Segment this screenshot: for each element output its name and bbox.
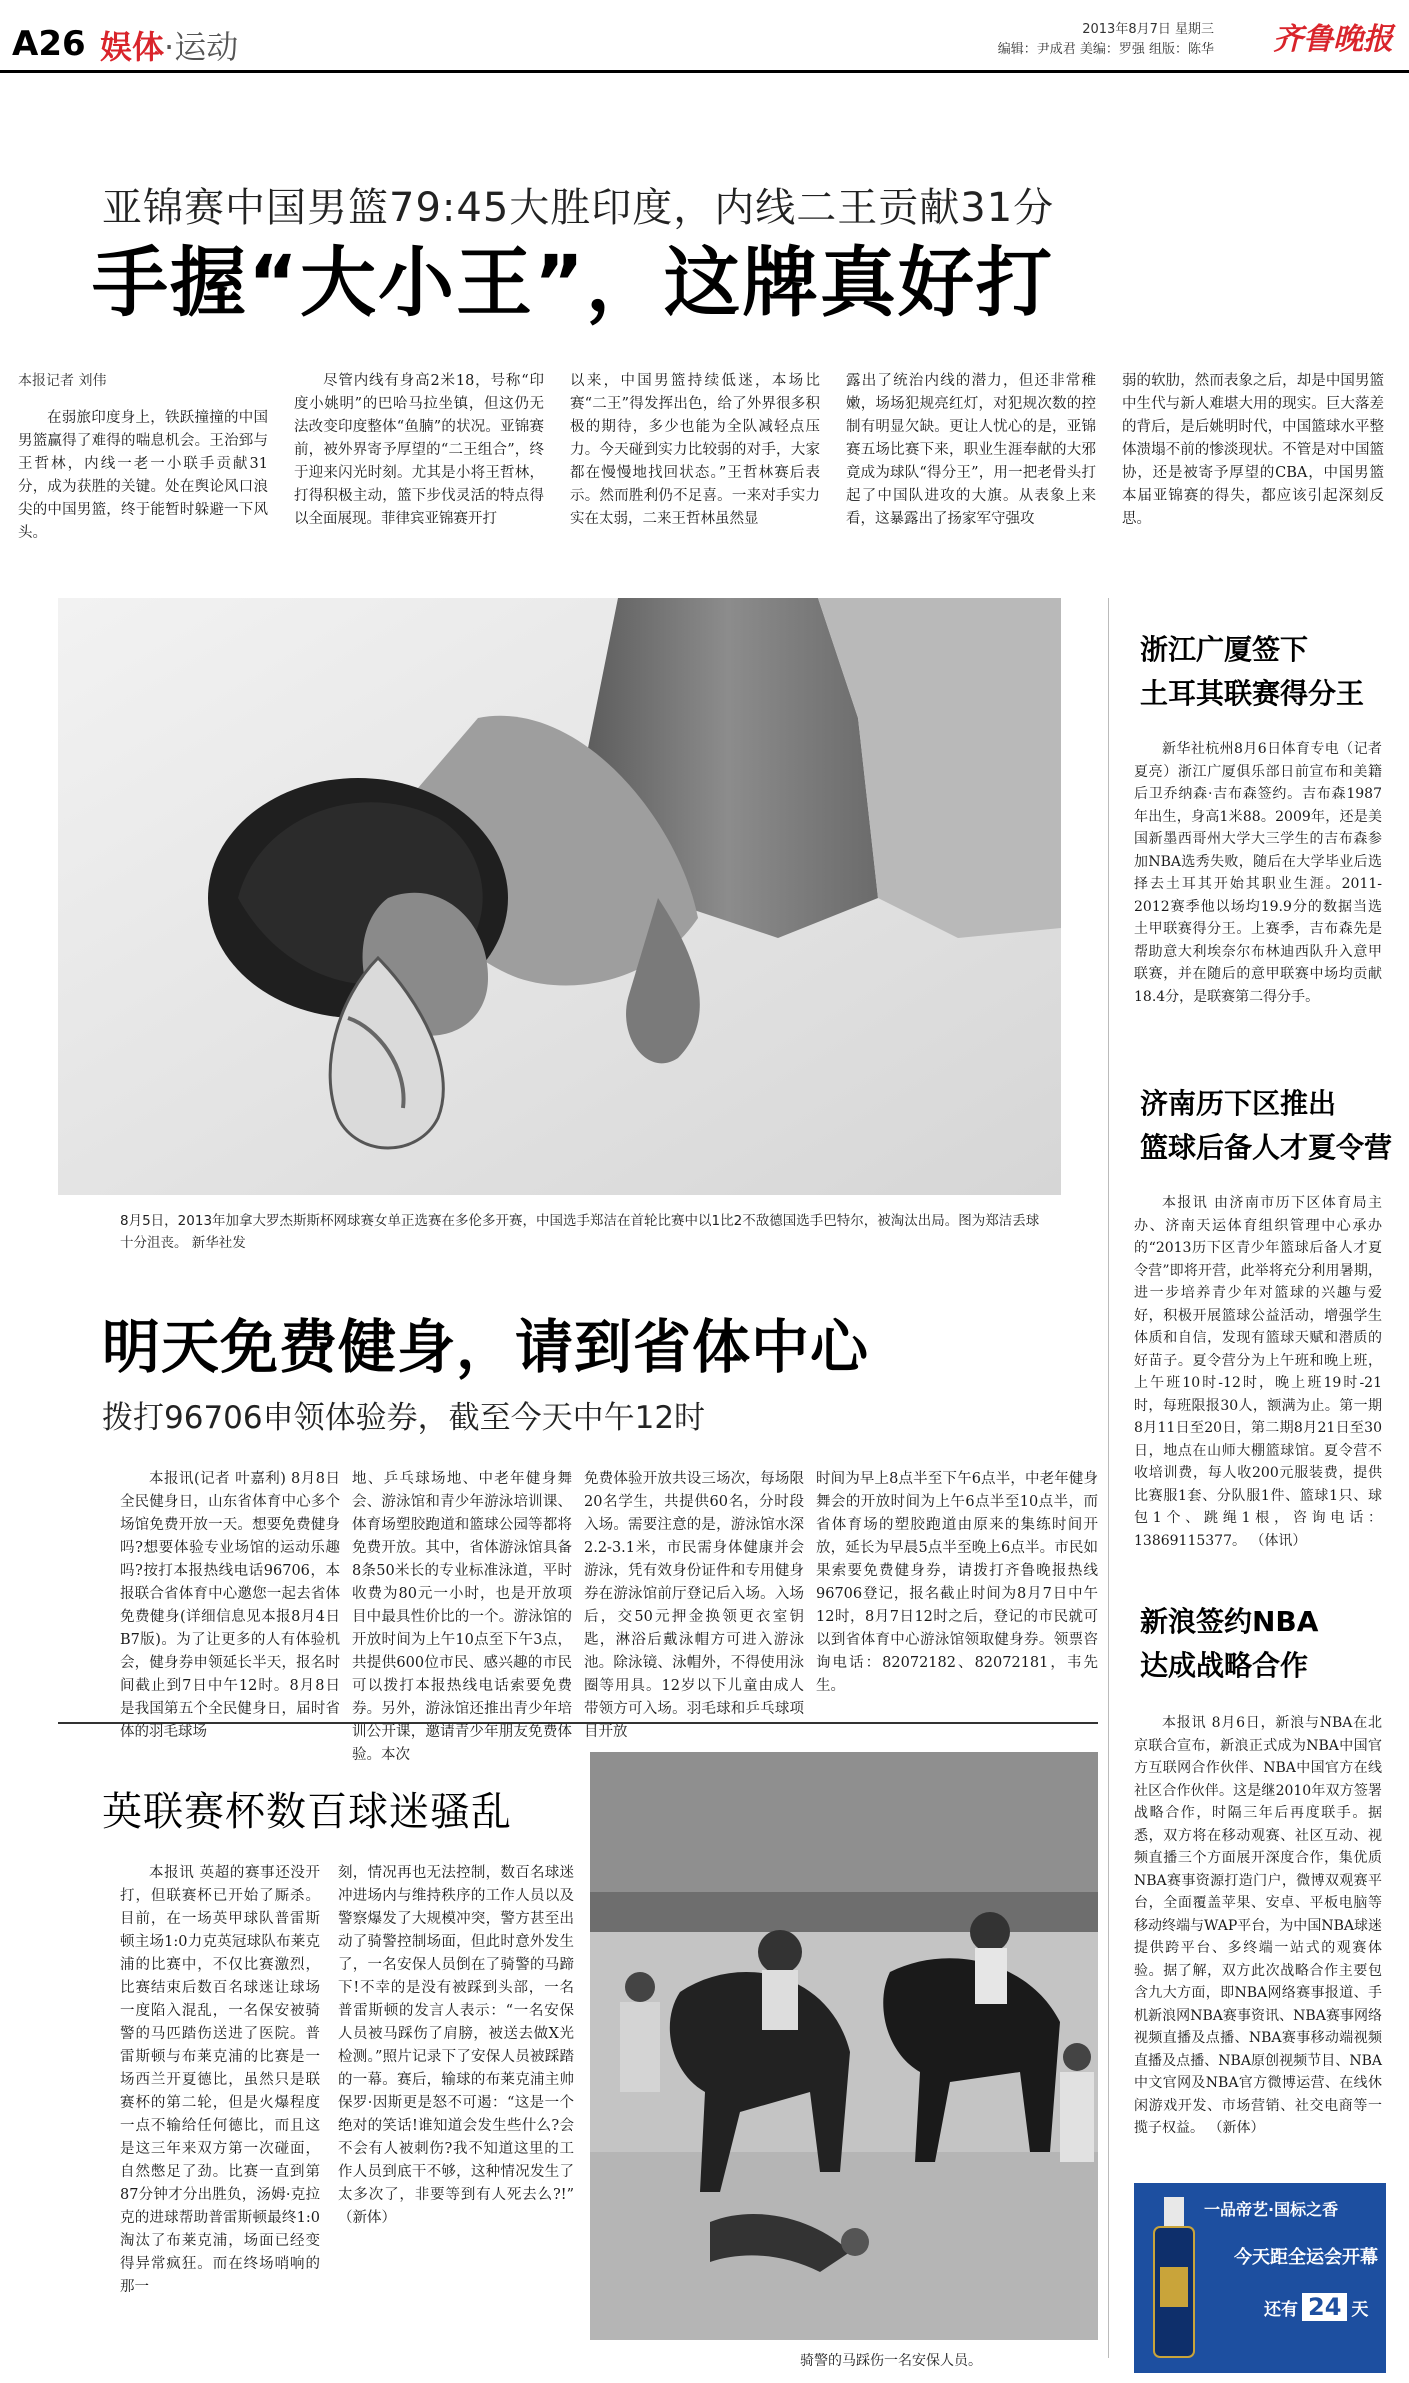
riot-photo [590, 1752, 1098, 2340]
page-header [0, 0, 1409, 72]
issue-date: 2013年8月7日 星期三 [1082, 22, 1214, 37]
ad-subtitle: 今天距全运会开幕 [1234, 2247, 1378, 2268]
sidebar-story-1-title [1140, 628, 1364, 716]
lead-column-5: 弱的软肋，然而表象之后，却是中国男篮中生代与新人难堪大用的现实。巨大落差的背后，是后姚明时代，中国篮球水平整体溃塌不前的惨淡现状。不管是对中国篮协，还是被寄予厚望的CBA，中国男篮本届亚锦赛的得失，都应该引起深刻反思。 [1122, 373, 1384, 527]
fitness-column-4: 时间为早上8点半至下午6点半，中老年健身舞会的开放时间为上午6点半至10点半，而省体育场的塑胶跑道由原来的集练时间开放，延长为早晨5点半至晚上6点半。市民如果索要免费健身券，请拨打齐鲁晚报热线96706登记，报名截止时间为8月7日中午12时，8月7日12时之后，登记的市民就可以到省体育中心游泳馆领取健身券。领票咨询电话：82072182、82072181，韦先生。 [816, 1471, 1098, 1694]
ad-countdown [1264, 2293, 1368, 2321]
fitness-column-2: 地、乒乓球场地、中老年健身舞会、游泳馆和青少年游泳培训课、体育场塑胶跑道和篮球公园等都将免费开放。其中，省体游泳馆具备8条50米长的专业标准泳道，平时收费为80元一小时，也是开放项目中最具性价比的一个。游泳馆的开放时间为上午10点至下午3点，共提供600位市民、感兴趣的市民可以拨打本报热线电话索要免费券。另外，游泳馆还推出青少年培训公开课，邀请青少年朋友免费体验。本次 [352, 1471, 572, 1763]
fitness-column-1: 本报讯(记者 叶嘉利) 8月8日全民健身日，山东省体育中心多个场馆免费开放一天。想要免费健身吗?想要体验专业场馆的运动乐趣吗?按打本报热线电话96706，本报联合省体育中心邀您一起去省体免费健身(详细信息见本报8月4日B7版)。为了让更多的人有体验机会，健身券申领延长半天，报名时间截止到7日中午12时。8月8日是我国第五个全民健身日，届时省体的羽毛球场 [120, 1471, 340, 1740]
sidebar-story-2-title [1140, 1082, 1392, 1170]
lead-headline: 手握“大小王”，这牌真好打 [92, 238, 1054, 327]
uk-riot-column-1: 本报讯 英超的赛事还没开打，但联赛杯已开始了厮杀。目前，在一场英甲球队普雷斯顿主场1:0力克英冠球队布莱克浦的比赛中，不仅比赛激烈，比赛结束后数百名球迷让球场一度陷入混乱，一名保安被骑警的马匹踏伤送进了医院。普雷斯顿与布莱克浦的比赛是一场西兰开夏德比，虽然只是联赛杯的第二轮，但是火爆程度一点不输给任何德比，而且这是这三年来双方第一次碰面，自然憋足了劲。比赛一直到第87分钟才分出胜负，汤姆·克拉克的进球帮助普雷斯顿最终1:0淘汰了布莱克浦，场面已经变得异常疯狂。而在终场哨响的那一 [120, 1865, 320, 2295]
sidebar-story-2-body: 本报讯 由济南市历下区体育局主办、济南天运体育组织管理中心承办的“2013历下区青少年篮球后备人才夏令营”即将开营，此举将充分利用暑期，进一步培养青少年对篮球的兴趣与爱好，积极开展篮球公益活动，增强学生体质和自信，发现有篮球天赋和潜质的好苗子。夏令营分为上午班和晚上班，上午班10时-12时，晚上班19时-21时，每班限报30人，额满为止。第一期8月11日至20日，第二期8月21日至30日，地点在山师大棚篮球馆。夏令营不收培训费，每人收200元服装费，提供比赛服1套、分队服1件、篮球1只、球包1个、跳绳1根，咨询电话：13869115377。 （体讯） [1134, 1195, 1382, 1549]
lead-column-4: 露出了统治内线的潜力，但还非常稚嫩，场场犯规亮红灯，对犯规次数的控制有明显欠缺。更让人忧心的是，亚锦赛五场比赛下来，职业生涯奉献的大邪竟成为球队“得分王”，用一把老骨头打起了中国队进攻的大旗。从表象上来看，这暴露出了扬家军守强攻 [846, 373, 1096, 527]
newspaper-masthead: 齐鲁晚报 [1273, 22, 1393, 57]
fitness-subhead: 拨打96706申领体验券，截至今天中午12时 [102, 1400, 706, 1436]
sidebar-story-3-title [1140, 1600, 1318, 1688]
lead-column-1 [18, 370, 268, 560]
section-name: 娱体 [100, 28, 165, 66]
sidebar-story-2-title-line1: 济南历下区推出 [1140, 1087, 1337, 1120]
header-divider [0, 70, 1409, 73]
sidebar-story-3-title-line1: 新浪签约NBA [1140, 1605, 1319, 1638]
sidebar-story-1-title-line2: 土耳其联赛得分王 [1140, 677, 1365, 710]
sidebar-story-3-body: 本报讯 8月6日，新浪与NBA在北京联合宣布，新浪正式成为NBA中国官方互联网合作伙伴、NBA中国官方在线社区合作伙伴。这是继2010年双方签署战略合作，时隔三年后再度联手。据悉，双方将在移动观赛、社区互动、视频直播三个方面展开深度合作，集优质NBA赛事资源打造门户，微博双观赛平台，全面覆盖苹果、安卓、平板电脑等移动终端与WAP平台，为中国NBA球迷提供跨平台、多终端一站式的观赛体验。据了解，双方此次战略合作主要包含九大方面，即NBA网络赛事报道、手机新浪网NBA赛事资讯、NBA赛事网络视频直播及点播、NBA赛事移动端视频直播及点播、NBA原创视频节目、NBA中文官网及NBA官方微博运营、在线休闲游戏开发、市场营销、社交电商等一揽子权益。 （新体） [1134, 1715, 1382, 2136]
fitness-headline: 明天免费健身，请到省体中心 [102, 1313, 870, 1381]
ad-count-prefix: 还有 [1264, 2300, 1298, 2320]
tennis-player-image [58, 598, 1061, 1195]
sidebar-story-2-title-line2: 篮球后备人才夏令营 [1140, 1131, 1393, 1164]
mounted-police-image [590, 1752, 1098, 2340]
lead-column-3: 以来，中国男篮持续低迷，本场比赛“二王”得发挥出色，给了外界很多积极的期待，多少也能为全队减轻点压力。今天碰到实力比较弱的对手，大家都在慢慢地找回状态。”王哲林赛后表示。然而胜利仍不足喜。一来对手实力实在太弱，二来王哲林虽然显 [570, 373, 820, 527]
uk-riot-column-2: 刻，情况再也无法控制，数百名球迷冲进场内与维持秩序的工作人员以及警察爆发了大规模冲突，警方甚至出动了骑警控制场面，但此时意外发生了，一名安保人员倒在了骑警的马蹄下!不幸的是没有被踩到头部，一名普雷斯顿的发言人表示：“一名安保人员被马踩伤了肩膀，被送去做X光检测。”照片记录下了安保人员被踩踏的一幕。赛后，输球的布莱克浦主帅保罗·因斯更是怒不可遏：“这是一个绝对的笑话!谁知道会发生些什么?会不会有人被刺伤?我不知道这里的工作人员到底干不够，这种情况发生了太多次了，非要等到有人死去么?!” （新体） [338, 1865, 574, 2226]
lead-paragraph: 在弱旅印度身上，铁跃撞撞的中国男篮赢得了难得的喘息机会。王治郅与王哲林，内线一老一小联手贡献31分，成为获胜的关键。处在舆论风口浪尖的中国男篮，终于能暂时躲避一下风头。 [18, 410, 268, 541]
page-number: A26 [12, 24, 86, 64]
liquor-bottle-icon [1148, 2197, 1200, 2362]
lead-column-2: 尽管内线有身高2米18，号称“印度小姚明”的巴哈马拉坐镇，但这仍无法改变印度整体“鱼腩”的状况。亚锦赛前，被外界寄予厚望的“二王组合”，终于迎来闪光时刻。尤其是小将王哲林，打得积极主动，篮下步伐灵活的特点得以全面展现。菲律宾亚锦赛开打 [294, 373, 544, 527]
fitness-column-3: 免费体验开放共设三场次，每场限20名学生，共提供60名，分时段入场。需要注意的是，游泳馆水深2.2-3.1米，市民需身体健康并会游泳，凭有效身份证件和专用健身券在游泳馆前厅登记后入场。入场后，交50元押金换领更衣室钥匙，淋浴后戴泳帽方可进入游泳池。除泳镜、泳帽外，不得使用泳圈等用具。12岁以下儿童由成人带领方可入场。羽毛球和乒乓球项目开放 [584, 1471, 804, 1740]
ad-count-suffix: 天 [1351, 2300, 1369, 2320]
sidebar-divider [1108, 598, 1109, 2358]
sidebar-story-1-body: 新华社杭州8月6日体育专电（记者 夏亮）浙江广厦俱乐部日前宣布和美籍后卫乔纳森·吉布森签约。吉布森1987年出生，身高1米88。2009年，还是美国新墨西哥州大学大三学生的吉布森参加NBA选秀失败，随后在大学毕业后选择去土耳其开始其职业生涯。2011-2012赛季他以场均19.9分的数据当选土甲联赛得分王。上赛季，吉布森先是帮助意大利埃奈尔布林迪西队升入意甲联赛，并在随后的意甲联赛中场均贡献18.4分，是联赛第二得分手。 [1134, 741, 1382, 1005]
editors-credit: 编辑：尹成君 美编：罗强 组版：陈华 [997, 42, 1214, 57]
ad-count-value: 24 [1302, 2293, 1347, 2321]
liquor-advertisement [1134, 2183, 1386, 2373]
subsection-name: ·运动 [164, 28, 239, 66]
tennis-photo-caption: 8月5日，2013年加拿大罗杰斯斯杯网球赛女单正选赛在多伦多开赛，中国选手郑洁在首轮比赛中以1比2不敌德国选手巴特尔，被淘汰出局。图为郑洁丢球十分沮丧。 新华社发 [120, 1213, 1040, 1251]
riot-photo-caption: 骑警的马踩伤一名安保人员。 [800, 2353, 982, 2369]
tennis-photo [58, 598, 1061, 1195]
uk-riot-headline: 英联赛杯数百球迷骚乱 [102, 1789, 512, 1835]
lead-byline: 本报记者 刘伟 [18, 373, 107, 389]
section-divider [58, 1722, 1098, 1724]
sidebar-story-3-title-line2: 达成战略合作 [1140, 1649, 1309, 1682]
sidebar-story-1-title-line1: 浙江广厦签下 [1140, 633, 1309, 666]
section-label [100, 22, 238, 68]
ad-title: 一品帝艺·国标之香 [1204, 2200, 1339, 2219]
lead-kicker: 亚锦赛中国男篮79:45大胜印度，内线二王贡献31分 [102, 185, 1055, 231]
